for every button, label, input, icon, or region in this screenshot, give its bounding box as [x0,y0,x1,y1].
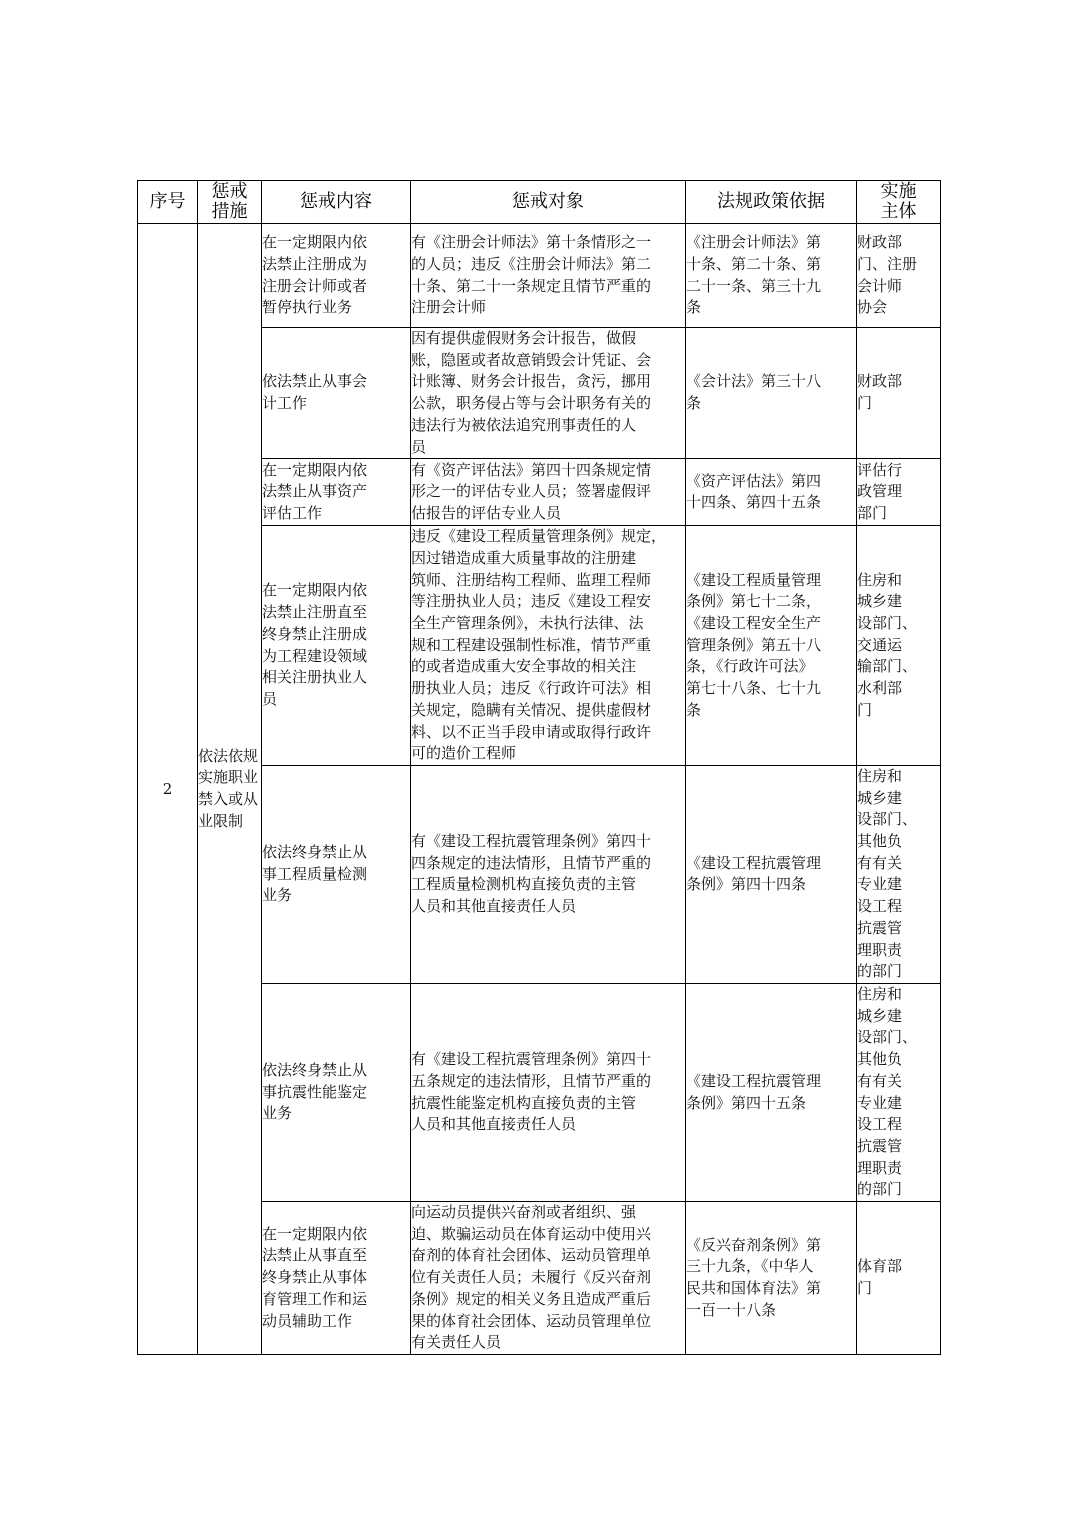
basis-line: 第七十八条、七十九 [686,679,822,698]
basis-line: 《资产评估法》第四 [686,471,822,490]
measure-line: 制 [228,811,244,830]
target-line: 有关责任人员 [411,1333,502,1352]
header-agency-line: 主体 [880,201,917,222]
target-line: 条例》规定的相关义务且造成严重后 [411,1289,652,1308]
measure-line: 职业 [228,768,259,787]
content-line: 事工程质量检测 [262,864,368,883]
agency-cell [857,328,941,459]
content-cell [262,765,411,983]
agency-line: 门 [857,700,873,719]
agency-cell [857,526,941,766]
measure-line: 业限 [198,811,229,830]
basis-line: 一百一十八条 [686,1300,777,1319]
content-cell [262,983,411,1201]
agency-line: 门、注册 [857,254,918,273]
header-seq: 序号 [138,181,198,224]
basis-line: 条，《行政许可法》 [686,657,814,676]
content-line: 法禁止注册成为 [262,254,368,273]
agency-cell [857,459,941,526]
target-line: 等注册执业人员；违反《建设工程安 [411,592,652,611]
basis-cell [686,983,857,1201]
content-line: 业务 [262,1104,293,1123]
content-line: 终身禁止从事体 [262,1268,368,1287]
basis-line: 民共和国体育法》第 [686,1278,822,1297]
measure-line: 或从 [228,789,259,808]
basis-cell [686,526,857,766]
content-line: 法禁止从事直至 [262,1246,368,1265]
basis-line: 十四条、第四十五条 [686,493,822,512]
agency-line: 城乡建 [857,788,903,807]
header-basis: 法规政策依据 [686,181,857,224]
content-line: 在一定期限内依 [262,581,368,600]
content-line: 依法终身禁止从 [262,1060,368,1079]
content-line: 业务 [262,886,293,905]
agency-line: 抗震管 [857,1136,903,1155]
target-line: 因过错造成重大质量事故的注册建 [411,548,637,567]
target-line: 抗震性能鉴定机构直接负责的主管 [411,1093,637,1112]
agency-line: 门 [857,1278,873,1297]
content-line: 事抗震性能鉴定 [262,1082,368,1101]
basis-line: 《注册会计师法》第 [686,233,822,252]
target-line: 公款，职务侵占等与会计职务有关的 [411,394,652,413]
agency-line: 设工程 [857,1115,903,1134]
target-line: 的人员；违反《注册会计师法》第二 [411,254,652,273]
agency-line: 住房和 [857,570,903,589]
header-target: 惩戒对象 [411,181,686,224]
header-measure [198,181,262,224]
basis-line: 条 [686,394,702,413]
target-line: 注册会计师 [411,298,487,317]
target-cell [411,765,686,983]
agency-line: 城乡建 [857,1006,903,1025]
basis-line: 条 [686,700,702,719]
content-cell [262,526,411,766]
basis-line: 三十九条，《中华人 [686,1257,814,1276]
target-line: 四条规定的违法情形，且情节严重的 [411,853,652,872]
header-measure-line: 惩戒 [211,181,248,202]
header-agency-line: 实施 [880,181,917,202]
target-line: 册执业人员；违反《行政许可法》相 [411,679,652,698]
agency-line: 体育部 [857,1257,903,1276]
agency-line: 设部门、 [857,1028,918,1047]
target-line: 账，隐匿或者故意销毁会计凭证、会 [411,350,652,369]
measure-line: 依规 [228,746,259,765]
measure-line: 禁入 [198,789,229,808]
target-line: 工程质量检测机构直接负责的主管 [411,875,637,894]
target-cell [411,328,686,459]
agency-cell [857,224,941,328]
target-line: 违反《建设工程质量管理条例》规定， [411,527,667,546]
target-line: 料、以不正当手段申请或取得行政许 [411,722,652,741]
basis-cell [686,1202,857,1355]
content-line: 计工作 [262,394,308,413]
agency-line: 政管理 [857,482,903,501]
agency-line: 抗震管 [857,918,903,937]
measure-line: 依法 [198,746,229,765]
agency-line: 门 [857,394,873,413]
content-line: 注册会计师或者 [262,276,368,295]
target-line: 有《建设工程抗震管理条例》第四十 [411,1050,652,1069]
agency-line: 协会 [857,298,888,317]
basis-line: 《会计法》第三十八 [686,372,822,391]
target-line: 的或者造成重大安全事故的相关注 [411,657,637,676]
basis-line: 条 [686,298,702,317]
target-line: 估报告的评估专业人员 [411,504,562,523]
basis-line: 《建设工程质量管理 [686,570,822,589]
agency-line: 设部门、 [857,614,918,633]
agency-line: 部门 [857,504,888,523]
content-line: 法禁止注册直至 [262,603,368,622]
header-agency [857,181,941,224]
header-row [138,181,941,224]
agency-line: 评估行 [857,460,903,479]
content-line: 在一定期限内依 [262,1224,368,1243]
measure-cell [198,224,262,1355]
agency-line: 专业建 [857,1093,903,1112]
target-line: 奋剂的体育社会团体、运动员管理单 [411,1246,652,1265]
target-line: 迫、欺骗运动员在体育运动中使用兴 [411,1224,652,1243]
target-line: 五条规定的违法情形，且情节严重的 [411,1071,652,1090]
basis-line: 二十一条、第三十九 [686,276,822,295]
agency-line: 交通运 [857,635,903,654]
content-line: 法禁止从事资产 [262,482,368,501]
basis-line: 条例》第七十二条， [686,592,822,611]
measure-line: 实施 [198,768,229,787]
basis-cell [686,224,857,328]
content-line: 暂停执行业务 [262,298,353,317]
agency-line: 设部门、 [857,810,918,829]
agency-line: 理职责 [857,940,903,959]
content-line: 依法终身禁止从 [262,842,368,861]
target-cell [411,459,686,526]
target-cell [411,224,686,328]
target-line: 员 [411,437,427,456]
target-line: 规和工程建设强制性标准，情节严重 [411,635,652,654]
basis-line: 十条、第二十条、第 [686,254,822,273]
agency-cell [857,1202,941,1355]
agency-line: 理职责 [857,1158,903,1177]
agency-cell [857,983,941,1201]
target-line: 全生产管理条例》，未执行法律、法 [411,614,644,633]
target-line: 位有关责任人员；未履行《反兴奋剂 [411,1268,652,1287]
basis-line: 条例》第四十四条 [686,875,807,894]
target-line: 关规定，隐瞒有关情况、提供虚假材 [411,700,652,719]
agency-line: 其他负 [857,832,903,851]
agency-line: 财政部 [857,233,903,252]
content-line: 育管理工作和运 [262,1289,368,1308]
agency-line: 住房和 [857,984,903,1003]
target-line: 因有提供虚假财务会计报告，做假 [411,329,637,347]
content-cell [262,1202,411,1355]
content-line: 评估工作 [262,504,323,523]
target-cell [411,1202,686,1355]
basis-line: 《建设工程安全生产 [686,614,822,633]
basis-cell [686,459,857,526]
content-line: 员 [262,689,278,708]
basis-line: 《反兴奋剂条例》第 [686,1235,822,1254]
content-line: 终身禁止注册成 [262,624,368,643]
basis-cell [686,328,857,459]
header-content: 惩戒内容 [262,181,411,224]
table-row [138,224,941,328]
content-cell [262,328,411,459]
content-cell [262,224,411,328]
punishment-table [137,180,941,1355]
basis-line: 《建设工程抗震管理 [686,1071,822,1090]
target-cell [411,526,686,766]
agency-line: 城乡建 [857,592,903,611]
agency-line: 设工程 [857,897,903,916]
target-line: 计账簿、财务会计报告，贪污，挪用 [411,372,652,391]
content-line: 在一定期限内依 [262,233,368,252]
target-line: 人员和其他直接责任人员 [411,1115,577,1134]
agency-line: 的部门 [857,962,903,981]
target-line: 筑师、注册结构工程师、监理工程师 [411,570,652,589]
content-cell [262,459,411,526]
content-line: 动员辅助工作 [262,1311,353,1330]
agency-line: 有有关 [857,1071,903,1090]
target-line: 有《建设工程抗震管理条例》第四十 [411,832,652,851]
content-line: 在一定期限内依 [262,460,368,479]
header-measure-line: 措施 [211,201,248,222]
target-line: 可的造价工程师 [411,744,517,763]
seq-number: 2 [138,224,198,1355]
target-cell [411,983,686,1201]
target-line: 果的体育社会团体、运动员管理单位 [411,1311,652,1330]
agency-cell [857,765,941,983]
agency-line: 会计师 [857,276,903,295]
basis-line: 条例》第四十五条 [686,1093,807,1112]
agency-line: 财政部 [857,372,903,391]
agency-line: 有有关 [857,853,903,872]
target-line: 向运动员提供兴奋剂或者组织、强 [411,1203,637,1222]
target-line: 有《资产评估法》第四十四条规定情 [411,460,652,479]
target-line: 人员和其他直接责任人员 [411,897,577,916]
agency-line: 输部门、 [857,657,918,676]
target-line: 违法行为被依法追究刑事责任的人 [411,415,637,434]
target-line: 十条、第二十一条规定且情节严重的 [411,276,652,295]
target-line: 形之一的评估专业人员；签署虚假评 [411,482,652,501]
agency-line: 的部门 [857,1180,903,1199]
basis-cell [686,765,857,983]
agency-line: 住房和 [857,766,903,785]
basis-line: 管理条例》第五十八 [686,635,822,654]
agency-line: 水利部 [857,679,903,698]
basis-line: 《建设工程抗震管理 [686,853,822,872]
target-line: 有《注册会计师法》第十条情形之一 [411,233,652,252]
content-line: 依法禁止从事会 [262,372,368,391]
table-body [138,224,941,1355]
agency-line: 其他负 [857,1050,903,1069]
agency-line: 专业建 [857,875,903,894]
content-line: 相关注册执业人 [262,668,368,687]
content-line: 为工程建设领域 [262,646,368,665]
